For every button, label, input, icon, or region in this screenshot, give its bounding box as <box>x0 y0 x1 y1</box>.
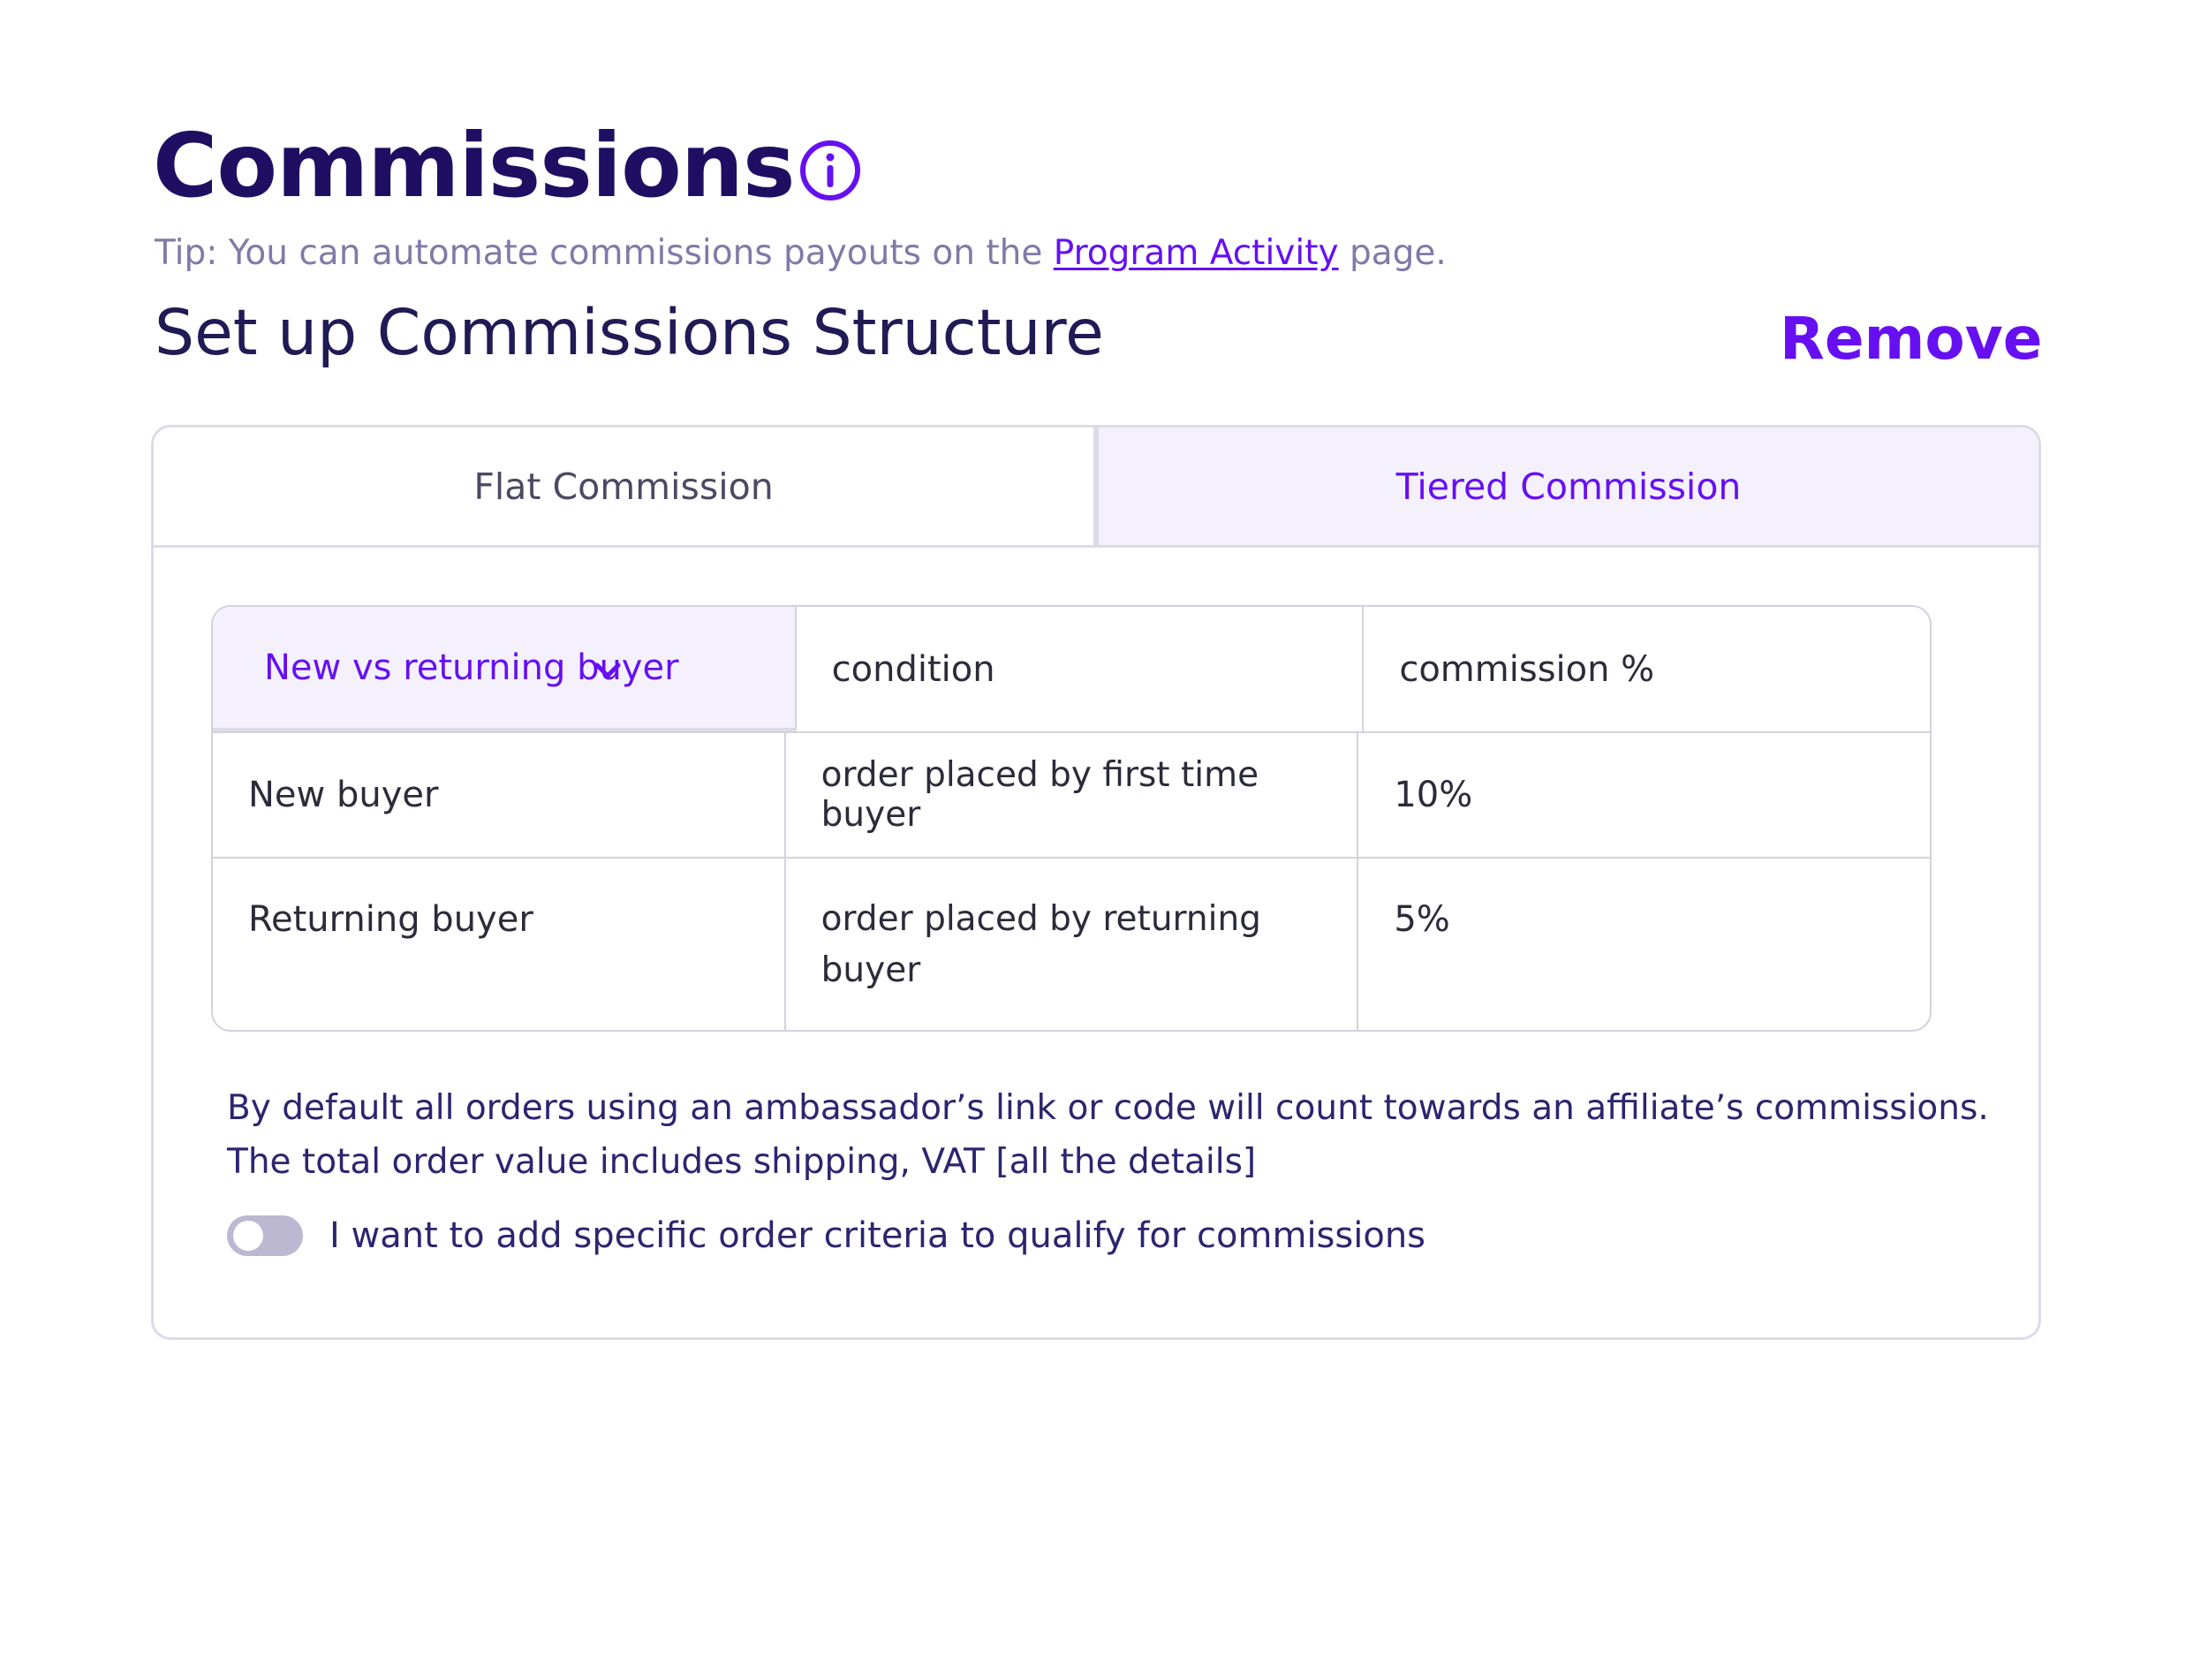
tip-suffix: page. <box>1338 233 1447 273</box>
page-title: Commissions <box>153 114 795 217</box>
tier-table <box>211 605 1932 1032</box>
default-orders-note <box>227 1081 1989 1189</box>
program-activity-link[interactable]: Program Activity <box>1053 233 1339 273</box>
order-criteria-toggle-label: I want to add specific order criteria to qualify for commissions <box>329 1215 1426 1256</box>
tier-name-cell: Returning buyer <box>213 859 786 1030</box>
tier-name-cell: New buyer <box>213 733 786 857</box>
tier-condition-cell: order placed by first time buyer <box>786 733 1359 857</box>
table-header-row <box>213 607 1930 733</box>
order-criteria-toggle-row <box>227 1215 1425 1256</box>
table-row <box>213 859 1930 1030</box>
tip-text <box>155 233 1447 273</box>
tier-commission-cell[interactable]: 10% <box>1394 775 1473 815</box>
tier-condition-cell <box>786 859 1359 1030</box>
note-line: The total order value includes shipping, VAT [all the details] <box>227 1142 1257 1182</box>
info-icon[interactable] <box>798 139 862 202</box>
table-row <box>213 733 1930 859</box>
tier-type-select[interactable] <box>213 607 797 731</box>
tier-condition-line: buyer <box>820 950 921 990</box>
column-header-condition: condition <box>797 607 1365 731</box>
order-criteria-toggle[interactable] <box>227 1215 303 1256</box>
tab-tiered-commission[interactable]: Tiered Commission <box>1099 428 2038 545</box>
tier-type-select-value: New vs returning buyer <box>264 647 679 688</box>
commission-structure-card <box>151 425 2041 1340</box>
note-line: By default all orders using an ambassador’s link or code will count towards an affiliate’s commissions. <box>227 1088 1989 1128</box>
tier-condition-line: order placed by returning <box>820 899 1261 939</box>
tip-prefix: Tip: You can automate commissions payouts on the <box>155 233 1054 273</box>
toggle-knob <box>233 1221 263 1251</box>
tier-commission-cell[interactable]: 5% <box>1394 899 1450 940</box>
tab-flat-commission[interactable]: Flat Commission <box>154 428 1099 545</box>
commission-type-tabs <box>154 428 2038 548</box>
section-title: Set up Commissions Structure <box>155 296 1104 369</box>
title-row <box>153 114 862 217</box>
chevron-down-icon <box>593 658 623 683</box>
column-header-commission: commission % <box>1399 648 1655 690</box>
remove-button[interactable]: Remove <box>1780 305 2043 373</box>
